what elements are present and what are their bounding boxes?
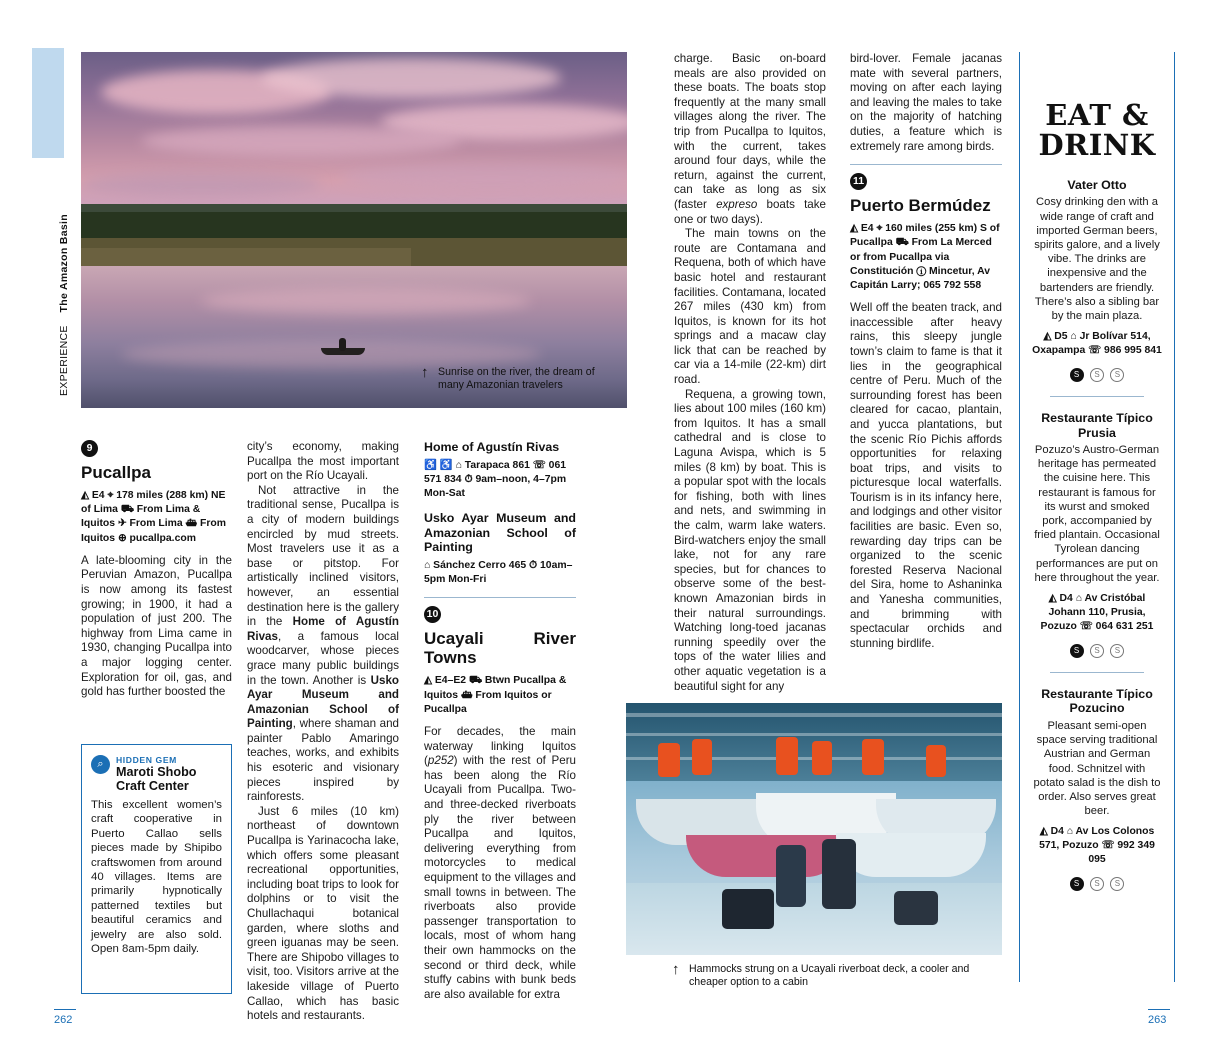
running-head-series: EXPERIENCE bbox=[58, 325, 70, 396]
eat-and-drink-panel bbox=[1019, 52, 1175, 982]
poi-title-pucallpa: Pucallpa bbox=[81, 463, 151, 482]
entry-name: Vater Otto bbox=[1067, 178, 1127, 192]
poi-number-11: 11 bbox=[850, 173, 867, 190]
entry-name: Restaurante Típico Pozucino bbox=[1041, 687, 1153, 716]
poi-meta-puerto-bermudez: ◭ E4 ⌖ 160 miles (255 km) S of Pucallpa ⛟ From La Merced or from Pucallpa via Constitución ⓘ Mincetur, Av Capitán Larry; 065 792 558 bbox=[850, 223, 1000, 291]
listing-title-usko-ayar: Usko Ayar Museum and Amazonian School of Painting bbox=[424, 511, 576, 555]
body-run: For decades, the main waterway linking Iquitos ( bbox=[424, 725, 576, 768]
poi-title-ucayali-river-towns: Ucayali River Towns bbox=[424, 629, 576, 668]
column-5 bbox=[850, 52, 1002, 651]
column-1 bbox=[81, 440, 232, 700]
folio-left bbox=[54, 1009, 76, 1026]
price-dot-3: S bbox=[1110, 368, 1124, 382]
column-4 bbox=[674, 52, 826, 694]
term-expreso: expreso bbox=[716, 197, 758, 211]
link-home-agustin-rivas: Home of Agustín Rivas bbox=[247, 615, 399, 643]
body-run: charge. Basic on-board meals are also provided on these boats. The boats stop frequently at the many small villages along the river. The trip from Pucallpa to Iquitos, with the current, takes around four days, while the return, against the current, can take as long as six (faster bbox=[674, 52, 826, 211]
photo-hammock-deck bbox=[626, 703, 1002, 955]
price-dot-1: S bbox=[1070, 368, 1084, 382]
body-text bbox=[424, 725, 576, 1002]
poi-meta-ucayali: ◭ E4–E2 ⛟ Btwn Pucallpa & Iquitos ⛴ From Iquitos or Pucallpa bbox=[424, 675, 567, 715]
body-text: Just 6 miles (10 km) northeast of downtown Pucallpa is Yarinacocha lake, which offers some pleasant recreational opportunities, including boat trips to look for dolphins or to visit the Chullachaqui botanical garden, where sloths and green iguanas may be seen. There are Shipobo villages to visit, too. Visitors arrive at the lakeside village of Puerto Callao, which has basic hotels and restaurants. bbox=[247, 804, 399, 1023]
price-dot-1: S bbox=[1070, 877, 1084, 891]
panel-title-line1: EAT & bbox=[1045, 98, 1149, 132]
caption-sunrise bbox=[421, 366, 621, 393]
running-head-chapter: The Amazon Basin bbox=[58, 214, 70, 313]
price-dot-2: S bbox=[1090, 877, 1104, 891]
caption-text: Hammocks strung on a Ucayali riverboat deck, a cooler and cheaper option to a cabin bbox=[689, 963, 970, 989]
folio-right bbox=[1148, 1009, 1170, 1026]
body-text: Requena, a growing town, lies about 100 miles (160 km) from Iquitos. It has a small cathedral and is close to Laguna Avispa, which is 5 miles (8 km) by boat. This is a popular spot with the locals for fishing, both with lines and nets, and swimming in the calm, warm lake waters. Bird-watchers enjoy the small lake, not for any rare species, but for chances to observe some of the best-known Amazonian birds in their natural surroundings. Watching long-toed jacanas running speedily over the tops of the water lilies and other aquatic vegetation is a beautiful sight for any bbox=[674, 387, 826, 693]
page-ref: p252 bbox=[427, 754, 454, 768]
column-2 bbox=[247, 440, 399, 1024]
panel-title bbox=[1032, 100, 1162, 160]
running-head bbox=[42, 130, 68, 410]
body-run: , where shaman and painter Pablo Amaringo teaches, works, and exhibits his esoteric and visionary pieces inspired by rainforests. bbox=[247, 717, 399, 804]
link-usko-ayar: Usko Ayar Museum and Amazonian School of Painting bbox=[247, 673, 399, 731]
hammock bbox=[836, 833, 986, 877]
body-run: ) with the rest of Peru has been along the Río Ucayali from Pucallpa. Two- and three-decked riverboats ply the river between Pucallpa and Iquitos, delivering everything from motorcycles to medical equipment to the villages and small towns in between. The riverboats also provide passenger transportation to locals, most of whom hang their own hammocks on the second or third deck, while stuffy cabins with bunk beds are also available for extra bbox=[424, 754, 576, 1001]
price-dot-3: S bbox=[1110, 877, 1124, 891]
entry-body: Cosy drinking den with a wide range of craft and imported German beers, spirits galore, and a lively vibe. The drinks are inexpensive and the bartenders are friendly. There’s also a sibling bar by the main plaza. bbox=[1034, 196, 1160, 323]
hidden-gem-title: Maroti Shobo Craft Center bbox=[116, 765, 197, 793]
entry-meta: ◭ D5 ⌂ Jr Bolívar 514, Oxapampa ☏ 986 995 841 bbox=[1032, 331, 1162, 357]
caption-hammocks bbox=[672, 963, 992, 990]
poi-title-puerto-bermudez: Puerto Bermúdez bbox=[850, 196, 991, 216]
divider bbox=[424, 597, 576, 598]
hidden-gem-body: This excellent women’s craft cooperative in Puerto Callao sells pieces made by Shipibo craftswomen from around 40 villages. Items are primarily hypnotically patterned textiles but beautiful ceramics and jewelry are also sold. Open 8am-5pm daily. bbox=[91, 799, 222, 956]
page-number-right: 263 bbox=[1148, 1014, 1167, 1026]
body-text bbox=[674, 52, 826, 227]
body-run: Not attractive in the traditional sense, Pucallpa is a city of modern buildings encircled by mud streets. Most travelers use it as a base or pitstop. For artistically inclined visitors, however, an essential destination here is the gallery in the bbox=[247, 483, 399, 629]
entry-body: Pleasant semi-open space serving traditional Austrian and German food. Schnitzel with potato salad is the dish to order. Also serves great beer. bbox=[1033, 719, 1161, 818]
poi-number-9: 9 bbox=[81, 440, 98, 457]
listing-title-home-agustin-rivas: Home of Agustín Rivas bbox=[424, 440, 560, 454]
body-run: boats take one or two days). bbox=[674, 197, 826, 226]
entry-body: Pozuzo’s Austro-German heritage has permeated the cuisine here. This restaurant is famous for its wurst and smoked pork, accompanied by fried plantain. Occasional Tyrolean dancing performances are put on here throughout the year. bbox=[1034, 444, 1160, 584]
price-dot-2: S bbox=[1090, 368, 1104, 382]
divider bbox=[1050, 396, 1144, 397]
body-text: bird-lover. Female jacanas mate with several partners, moving on after each laying and leaving the males to take on the majority of hatching duties, a feature which is extremely rare among birds. bbox=[850, 52, 1002, 153]
poi-number-10: 10 bbox=[424, 606, 441, 623]
divider bbox=[850, 164, 1002, 165]
price-dot-3: S bbox=[1110, 644, 1124, 658]
listing-meta-usko-ayar: ⌂ Sánchez Cerro 465 ⏱ 10am–5pm Mon-Fri bbox=[424, 559, 573, 586]
entry-meta: ◭ D4 ⌂ Av Los Colonos 571, Pozuzo ☏ 992 349 095 bbox=[1039, 826, 1155, 866]
body-text: Well off the beaten track, and inaccessible after heavy rains, this sleepy jungle town’s claim to fame is that it lies in the geographical centre of Peru. Much of the surrounding forest has been cleared for cacao, plantain, and yucca plantations, but the scenic Río Pichis affords opportunities for relaxing boat trips, and visits to picturesque local waterfalls. Tourism is in its infancy here, and lodgings and other visitor facilities are basic. Even so, rewarding day trips can be organized to the scenic forested Reserva Nacional del Sira, home to Ashaninka and Yanesha communities, and brimming with spectacular orchids and stunning birdlife. bbox=[850, 301, 1002, 650]
caption-arrow-icon: ↑ bbox=[672, 961, 680, 978]
price-rating bbox=[1032, 873, 1162, 891]
price-rating bbox=[1032, 364, 1162, 382]
panel-title-line2: DRINK bbox=[1038, 128, 1156, 162]
body-text: A late-blooming city in the Peruvian Amazon, Pucallpa is now among its fastest growing; in 1900, it had a population of just 200. The highway from Lima came in 1930, changing Pucallpa into a major logging center. Exploration for oil, gas, and gold has further boosted the bbox=[81, 553, 232, 699]
poi-meta-pucallpa: ◭ E4 ⌖ 178 miles (288 km) NE of Lima ⛟ From Lima & Iquitos ✈ From Lima ⛴ From Iquitos ⊕ pucallpa.com bbox=[81, 490, 226, 544]
entry-name: Restaurante Típico Prusia bbox=[1041, 411, 1153, 440]
price-dot-1: S bbox=[1070, 644, 1084, 658]
body-text: The main towns on the route are Contamana and Requena, both of which have basic hotel and restaurant facilities. Contamana, located 267 miles (430 km) from Iquitos, is known for its hot springs and a macaw clay lick that can be reached by car via a 14-mile (22-km) dirt road. bbox=[674, 227, 826, 387]
caption-text: Sunrise on the river, the dream of many Amazonian travelers bbox=[438, 366, 595, 392]
price-dot-2: S bbox=[1090, 644, 1104, 658]
price-rating bbox=[1032, 640, 1162, 658]
entry-meta: ◭ D4 ⌂ Av Cristóbal Johann 110, Prusia, Pozuzo ☏ 064 631 251 bbox=[1040, 593, 1154, 633]
eat-drink-entry bbox=[1032, 178, 1162, 382]
page-sheet bbox=[20, 0, 1194, 1054]
page-number-left: 262 bbox=[54, 1014, 73, 1026]
caption-arrow-icon: ↑ bbox=[421, 364, 429, 381]
photo-sunrise-river bbox=[81, 52, 627, 408]
listing-meta-home-agustin-rivas: ♿ ♿ ⌂ Tarapaca 861 ☏ 061 571 834 ⏱ 9am–noon, 4–7pm Mon-Sat bbox=[424, 459, 567, 499]
body-run: , a famous local woodcarver, whose pieces grace many public buildings in the town. Another is bbox=[247, 629, 399, 687]
body-text: city’s economy, making Pucallpa the most important port on the Río Ucayali. bbox=[247, 440, 399, 483]
divider bbox=[1050, 672, 1144, 673]
magnifier-icon: ⌕ bbox=[91, 755, 110, 774]
hidden-gem-label: HIDDEN GEM bbox=[116, 755, 177, 765]
body-text bbox=[247, 484, 399, 805]
eat-drink-entry bbox=[1032, 687, 1162, 891]
column-3 bbox=[424, 440, 576, 1002]
hidden-gem-box bbox=[81, 744, 232, 994]
eat-drink-entry bbox=[1032, 411, 1162, 658]
